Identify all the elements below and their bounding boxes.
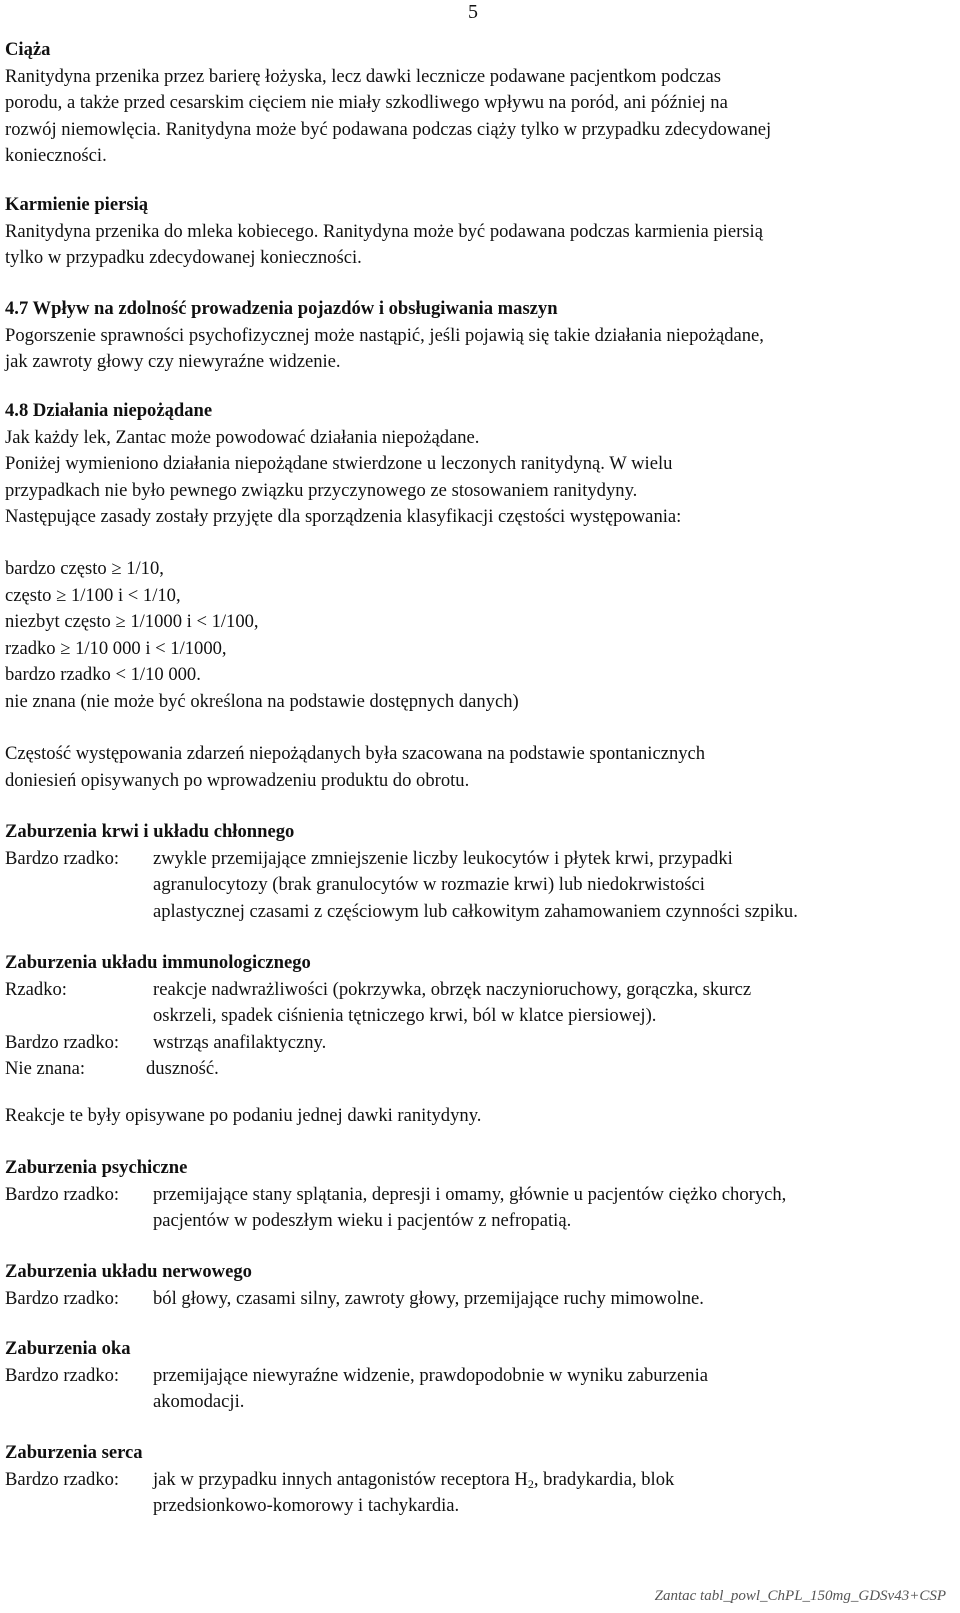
frequency-item: rzadko ≥ 1/10 000 i < 1/1000, bbox=[5, 637, 227, 659]
paragraph-line: Poniżej wymieniono działania niepożądane stwierdzone u leczonych ranitydyną. W wielu bbox=[5, 453, 673, 474]
frequency-item: nie znana (nie może być określona na podstawie dostępnych danych) bbox=[5, 690, 519, 712]
paragraph-line: tylko w przypadku zdecydowanej konieczności. bbox=[5, 247, 362, 268]
section-4-8 bbox=[5, 398, 955, 531]
paragraph-line: Ranitydyna przenika do mleka kobiecego. Ranitydyna może być podawana podczas karmienia piersią bbox=[5, 220, 763, 242]
frequency-item: bardzo rzadko < 1/10 000. bbox=[5, 664, 201, 685]
frequency-label: Nie znana: bbox=[5, 1058, 86, 1079]
frequency-item: bardzo często ≥ 1/10, bbox=[5, 558, 164, 579]
paragraph-line: pacjentów w podeszłym wieku i pacjentów z nefropatią. bbox=[153, 1210, 572, 1231]
paragraph-line: aplastycznej czasami z częściowym lub całkowitym zahamowaniem czynności szpiku. bbox=[153, 900, 798, 922]
section-serce bbox=[5, 1440, 955, 1520]
paragraph-line: ból głowy, czasami silny, zawroty głowy, przemijające ruchy mimowolne. bbox=[153, 1287, 704, 1309]
section-4-7 bbox=[5, 296, 955, 376]
text-part: , bradykardia, blok bbox=[533, 1468, 675, 1490]
paragraph-line: przypadkach nie było pewnego związku przyczynowego ze stosowaniem ranitydyny. bbox=[5, 479, 638, 501]
section-heading: Zaburzenia układu nerwowego bbox=[5, 1261, 252, 1282]
page-number: 5 bbox=[468, 1, 478, 23]
section-heading: Zaburzenia oka bbox=[5, 1338, 131, 1359]
paragraph-line: Pogorszenie sprawności psychofizycznej może nastąpić, jeśli pojawią się takie działania niepożądane, bbox=[5, 324, 764, 346]
frequency-label: Bardzo rzadko: bbox=[5, 1364, 120, 1386]
paragraph-line bbox=[153, 1467, 674, 1494]
paragraph-line: agranulocytozy (brak granulocytów w rozmazie krwi) lub niedokrwistości bbox=[153, 874, 705, 895]
section-heading: 4.8 Działania niepożądane bbox=[5, 400, 213, 421]
paragraph-line: konieczności. bbox=[5, 145, 107, 166]
frequency-label: Rzadko: bbox=[5, 978, 67, 1000]
paragraph-line: duszność. bbox=[146, 1058, 219, 1079]
section-heading: Zaburzenia krwi i układu chłonnego bbox=[5, 821, 295, 842]
paragraph-line: przemijające stany splątania, depresji i omamy, głównie u pacjentów ciężko chorych, bbox=[153, 1183, 787, 1205]
frequency-list bbox=[5, 556, 955, 715]
paragraph-line: reakcje nadwrażliwości (pokrzywka, obrzęk naczynioruchowy, gorączka, skurcz bbox=[153, 978, 752, 1000]
frequency-label: Bardzo rzadko: bbox=[5, 1031, 120, 1053]
frequency-item: często ≥ 1/100 i < 1/10, bbox=[5, 584, 181, 606]
section-krew bbox=[5, 819, 955, 925]
section-karmienie bbox=[5, 192, 955, 272]
section-heading: Zaburzenia psychiczne bbox=[5, 1157, 188, 1178]
subscript: 2 bbox=[527, 1476, 534, 1491]
paragraph-line: zwykle przemijające zmniejszenie liczby leukocytów i płytek krwi, przypadki bbox=[153, 847, 733, 869]
paragraph-line: Następujące zasady zostały przyjęte dla sporządzenia klasyfikacji częstości występowania: bbox=[5, 506, 682, 527]
frequency-item: niezbyt często ≥ 1/1000 i < 1/100, bbox=[5, 611, 259, 632]
frequency-label: Bardzo rzadko: bbox=[5, 1468, 120, 1490]
paragraph-line: jak zawroty głowy czy niewyraźne widzenie. bbox=[5, 351, 341, 372]
paragraph-line: przedsionkowo-komorowy i tachykardia. bbox=[153, 1495, 460, 1516]
paragraph-line: przemijające niewyraźne widzenie, prawdopodobnie w wyniku zaburzenia bbox=[153, 1364, 708, 1386]
paragraph-line: Reakcje te były opisywane po podaniu jednej dawki ranitydyny. bbox=[5, 1105, 482, 1126]
paragraph-line: oskrzeli, spadek ciśnienia tętniczego krwi, ból w klatce piersiowej). bbox=[153, 1005, 657, 1026]
section-heading: Zaburzenia układu immunologicznego bbox=[5, 952, 311, 973]
section-psych bbox=[5, 1155, 955, 1235]
section-immuno bbox=[5, 950, 955, 1083]
paragraph-line: doniesień opisywanych po wprowadzeniu produktu do obrotu. bbox=[5, 769, 470, 791]
section-heading: Karmienie piersią bbox=[5, 194, 149, 215]
section-ciaza bbox=[5, 37, 955, 170]
paragraph-line: porodu, a także przed cesarskim cięciem nie miały szkodliwego wpływu na poród, ani później na bbox=[5, 92, 728, 113]
document-footer: Zantac tabl_powl_ChPL_150mg_GDSv43+CSP bbox=[654, 1588, 946, 1604]
frequency-label: Bardzo rzadko: bbox=[5, 1287, 120, 1309]
paragraph-line: rozwój niemowlęcia. Ranitydyna może być podawana podczas ciąży tylko w przypadku zdecydowanej bbox=[5, 118, 772, 140]
section-heading: 4.7 Wpływ na zdolność prowadzenia pojazdów i obsługiwania maszyn bbox=[5, 298, 558, 319]
frequency-label: Bardzo rzadko: bbox=[5, 847, 120, 869]
paragraph-line: Częstość występowania zdarzeń niepożądanych była szacowana na podstawie spontanicznych bbox=[5, 743, 706, 764]
paragraph-line: akomodacji. bbox=[153, 1391, 245, 1412]
paragraph-line: Jak każdy lek, Zantac może powodować działania niepożądane. bbox=[5, 426, 480, 448]
section-heading: Zaburzenia serca bbox=[5, 1442, 143, 1463]
section-nerw bbox=[5, 1259, 955, 1312]
single-dose-note bbox=[5, 1103, 955, 1130]
paragraph-line: wstrząs anafilaktyczny. bbox=[153, 1031, 327, 1053]
paragraph-line: Ranitydyna przenika przez barierę łożyska, lecz dawki lecznicze podawane pacjentkom podczas bbox=[5, 65, 722, 87]
frequency-label: Bardzo rzadko: bbox=[5, 1183, 120, 1205]
text-part: jak w przypadku innych antagonistów receptora H bbox=[153, 1468, 528, 1490]
frequency-note bbox=[5, 741, 955, 794]
section-oko bbox=[5, 1336, 955, 1416]
section-heading: Ciąża bbox=[5, 39, 51, 60]
